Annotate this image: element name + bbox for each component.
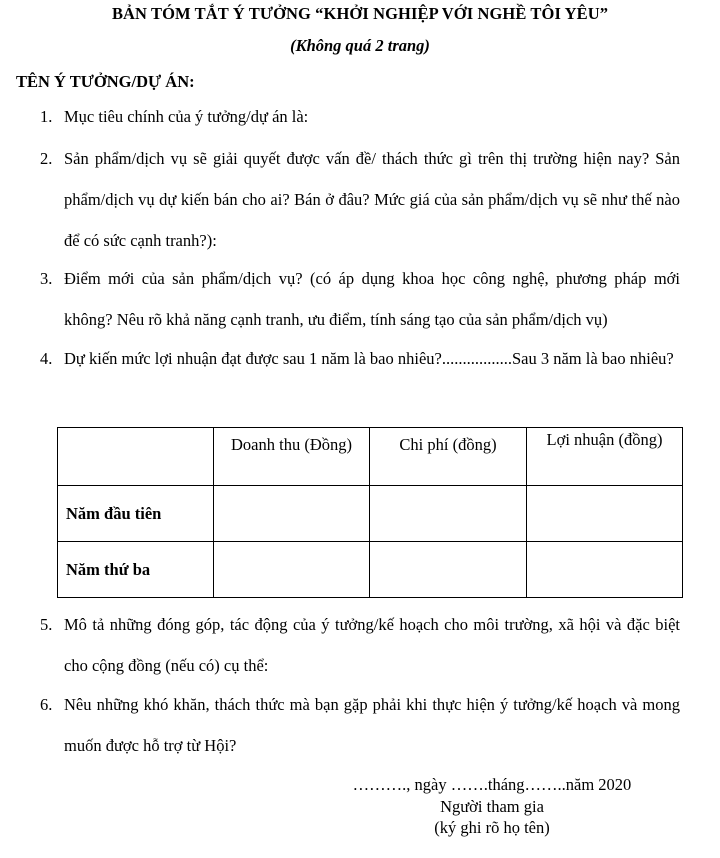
- item-number: 4.: [40, 349, 53, 368]
- row-label-first-year: Năm đầu tiên: [58, 486, 214, 542]
- table-header-row: [58, 428, 683, 486]
- list-item-3: [40, 258, 680, 340]
- table-header-revenue: Doanh thu (Đồng): [214, 428, 370, 486]
- item-text: Dự kiến mức lợi nhuận đạt được sau 1 năm là bao nhiêu?.................Sau 3 năm là bao nhiêu?: [64, 349, 674, 368]
- section-heading: TÊN Ý TƯỞNG/DỰ ÁN:: [16, 72, 195, 91]
- item-text: Mô tả những đóng góp, tác động của ý tưởng/kế hoạch cho môi trường, xã hội và đặc biệt cho cộng đồng (nếu có) cụ thể:: [64, 615, 680, 675]
- list-item-6: [40, 684, 680, 766]
- item-text: Điểm mới của sản phẩm/dịch vụ? (có áp dụng khoa học công nghệ, phương pháp mới không? Nêu rõ khả năng cạnh tranh, ưu điểm, tính sáng tạo của sản phẩm/dịch vụ): [64, 269, 680, 329]
- table-row: [58, 486, 683, 542]
- table-cell-empty[interactable]: [214, 486, 370, 542]
- table-header-cost: Chi phí (đồng): [370, 428, 527, 486]
- item-number: 5.: [40, 615, 53, 634]
- item-number: 1.: [40, 107, 53, 126]
- table-row: [58, 542, 683, 598]
- item-number: 3.: [40, 269, 53, 288]
- list-item-5: [40, 604, 680, 686]
- table-header-profit: Lợi nhuận (đồng): [527, 428, 683, 486]
- table-header-empty: [58, 428, 214, 486]
- list-item-2: [40, 138, 680, 261]
- table-cell-empty[interactable]: [527, 486, 683, 542]
- item-text: Nêu những khó khăn, thách thức mà bạn gặp phải khi thực hiện ý tưởng/kế hoạch và mong muốn được hỗ trợ từ Hội?: [64, 695, 680, 755]
- table-cell-empty[interactable]: [214, 542, 370, 598]
- signature-role: Người tham gia: [440, 797, 544, 816]
- table-cell-empty[interactable]: [370, 542, 527, 598]
- list-item-1: [40, 96, 680, 137]
- list-item-4: [40, 338, 680, 379]
- table-cell-empty[interactable]: [527, 542, 683, 598]
- row-label-third-year: Năm thứ ba: [58, 542, 214, 598]
- item-number: 6.: [40, 695, 53, 714]
- profit-table: [57, 427, 683, 598]
- document-title: BẢN TÓM TẮT Ý TƯỞNG “KHỞI NGHIỆP VỚI NGHỀ TÔI YÊU”: [111, 4, 609, 23]
- signature-date-line: ………., ngày …….tháng……..năm 2020: [352, 775, 632, 794]
- item-number: 2.: [40, 149, 53, 168]
- item-text: Mục tiêu chính của ý tưởng/dự án là:: [64, 107, 309, 126]
- table-cell-empty[interactable]: [370, 486, 527, 542]
- item-text: Sản phẩm/dịch vụ sẽ giải quyết được vấn đề/ thách thức gì trên thị trường hiện nay? Sản phẩm/dịch vụ dự kiến bán cho ai? Bán ở đâu? Mức giá của sản phẩm/dịch vụ sẽ như thế nào để có sức cạnh tranh?):: [64, 149, 680, 250]
- document-subtitle: (Không quá 2 trang): [290, 36, 430, 55]
- signature-note: (ký ghi rõ họ tên): [434, 818, 550, 837]
